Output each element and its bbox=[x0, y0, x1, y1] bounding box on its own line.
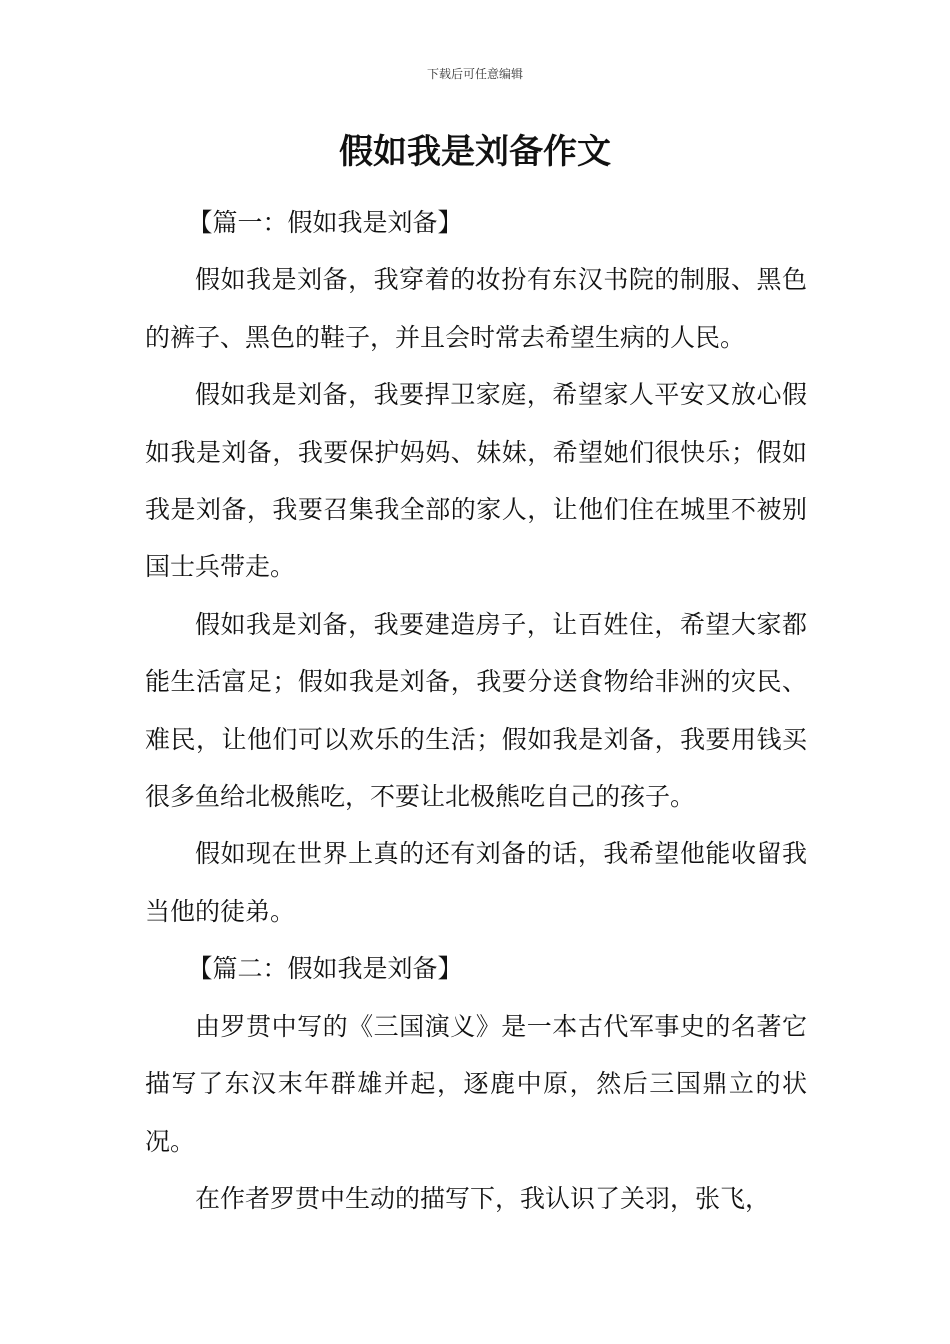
paragraph: 在作者罗贯中生动的描写下，我认识了关羽，张飞， bbox=[195, 1183, 771, 1213]
paragraph: 假如我是刘备，我要建造房子，让百姓住，希望大家都能生活富足；假如我是刘备，我要分送食物给非洲的灾民、难民，让他们可以欢乐的生活；假如我是刘备，我要用钱买很多鱼给北极熊吃，不要让北极熊吃自己的孩子。 bbox=[145, 609, 807, 812]
document-body bbox=[145, 194, 807, 1227]
page-header-note: 下载后可任意编辑 bbox=[426, 67, 523, 81]
paragraph: 假如现在世界上真的还有刘备的话，我希望他能收留我当他的徒弟。 bbox=[145, 839, 807, 926]
paragraph: 假如我是刘备，我要捍卫家庭，希望家人平安又放心假如我是刘备，我要保护妈妈、妹妹，希望她们很快乐；假如我是刘备，我要召集我全部的家人，让他们住在城里不被别国士兵带走。 bbox=[145, 380, 807, 582]
document-title: 假如我是刘备作文 bbox=[339, 132, 611, 172]
section-heading-2: 【篇二：假如我是刘备】 bbox=[187, 954, 463, 984]
section-heading-1: 【篇一：假如我是刘备】 bbox=[187, 208, 463, 237]
paragraph: 假如我是刘备，我穿着的妆扮有东汉书院的制服、黑色的裤子、黑色的鞋子，并且会时常去希望生病的人民。 bbox=[145, 265, 807, 352]
paragraph: 由罗贯中写的《三国演义》是一本古代军事史的名著它描写了东汉末年群雄并起，逐鹿中原，然后三国鼎立的状况。 bbox=[145, 1011, 807, 1156]
